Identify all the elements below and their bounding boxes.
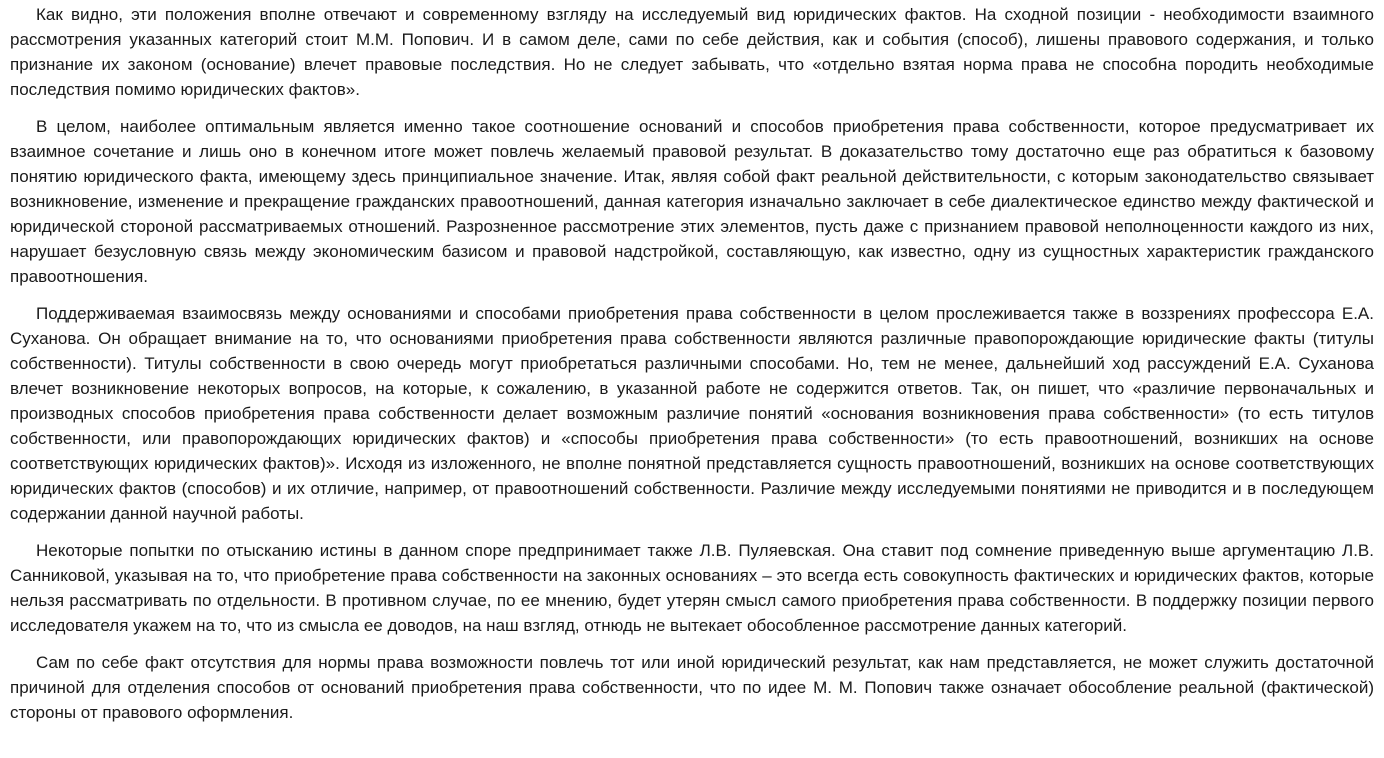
paragraph-5: Сам по себе факт отсутствия для нормы права возможности повлечь тот или иной юридический результат, как нам представляется, не может служить достаточной причиной для отделения способов от оснований приобретения права собственности, что по идее М. М. Попович также означает обособление реальной (фактической) стороны от правового оформления. (10, 653, 1374, 722)
article-body (0, 2, 1384, 758)
paragraph-2: В целом, наиболее оптимальным является именно такое соотношение оснований и способов приобретения права собственности, которое предусматривает их взаимное сочетание и лишь оно в конечном итоге может повлечь желаемый правовой результат. В доказательство тому достаточно еще раз обратиться к базовому понятию юридического факта, имеющему здесь принципиальное значение. Итак, являя собой факт реальной действительности, с которым законодательство связывает возникновение, изменение и прекращение гражданских правоотношений, данная категория изначально заключает в себе диалектическое единство между фактической и юридической стороной рассматриваемых отношений. Разрозненное рассмотрение этих элементов, пусть даже с признанием правовой неполноценности каждого из них, нарушает безусловную связь между экономическим базисом и правовой надстройкой, составляющую, как известно, одну из сущностных характеристик гражданского правоотношения. (10, 117, 1374, 286)
paragraph-1: Как видно, эти положения вполне отвечают и современному взгляду на исследуемый вид юридических фактов. На сходной позиции - необходимости взаимного рассмотрения указанных категорий стоит М.М. Попович. И в самом деле, сами по себе действия, как и события (способ), лишены правового содержания, и только признание их законом (основание) влечет правовые последствия. Но не следует забывать, что «отдельно взятая норма права не способна породить необходимые последствия помимо юридических фактов». (10, 5, 1374, 99)
paragraph-3: Поддерживаемая взаимосвязь между основаниями и способами приобретения права собственности в целом прослеживается также в воззрениях профессора Е.А. Суханова. Он обращает внимание на то, что основаниями приобретения права собственности являются различные правопорождающие юридические факты (титулы собственности). Титулы собственности в свою очередь могут приобретаться различными способами. Но, тем не менее, дальнейший ход рассуждений Е.А. Суханова влечет возникновение некоторых вопросов, на которые, к сожалению, в указанной работе не содержится ответов. Так, он пишет, что «различие первоначальных и производных способов приобретения права собственности делает возможным различие понятий «основания возникновения права собственности» (то есть титулов собственности, или правопорождающих юридических фактов) и «способы приобретения права собственности» (то есть правоотношений, возникших на основе соответствующих юридических фактов)». Исходя из изложенного, не вполне понятной представляется сущность правоотношений, возникших на основе соответствующих юридических фактов (способов) и их отличие, например, от правоотношений собственности. Различие между исследуемыми понятиями не приводится и в последующем содержании данной научной работы. (10, 304, 1374, 523)
paragraph-4: Некоторые попытки по отысканию истины в данном споре предпринимает также Л.В. Пуляевская. Она ставит под сомнение приведенную выше аргументацию Л.В. Санниковой, указывая на то, что приобретение права собственности на законных основаниях – это всегда есть совокупность фактических и юридических фактов, которые нельзя рассматривать по отдельности. В противном случае, по ее мнению, будет утерян смысл самого приобретения права собственности. В поддержку позиции первого исследователя укажем на то, что из смысла ее доводов, на наш взгляд, отнюдь не вытекает обособленное рассмотрение данных категорий. (10, 541, 1374, 635)
